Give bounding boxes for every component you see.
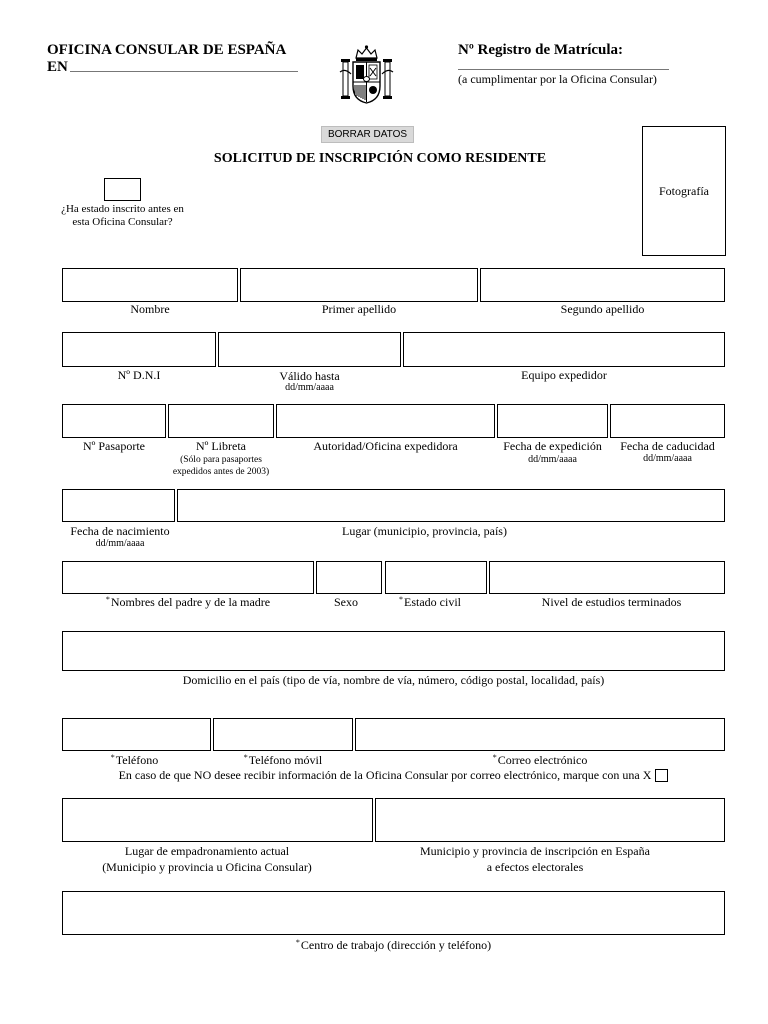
- office-location-line: [70, 71, 298, 72]
- dni-label: Nº D.N.I: [117, 368, 161, 382]
- autoridad-label: Autoridad/Oficina expedidora: [313, 439, 458, 453]
- form-title: SOLICITUD DE INSCRIPCIÓN COMO RESIDENTE: [213, 151, 547, 166]
- fecha-nacimiento-label: Fecha de nacimiento: [70, 524, 170, 538]
- registro-label: Nº Registro de Matrícula:: [458, 42, 624, 58]
- pasaporte-field[interactable]: [62, 404, 166, 438]
- domicilio-field[interactable]: [62, 631, 725, 671]
- telefono-movil-field[interactable]: [213, 718, 353, 751]
- correo-field[interactable]: [355, 718, 725, 751]
- nombre-field[interactable]: [62, 268, 238, 302]
- libreta-field[interactable]: [168, 404, 274, 438]
- borrar-datos-button[interactable]: BORRAR DATOS: [321, 126, 414, 143]
- valido-hasta-label: Válido hasta: [279, 369, 340, 383]
- telefono-label: *Teléfono: [110, 753, 159, 767]
- telefono-movil-label: *Teléfono móvil: [243, 753, 323, 767]
- padres-label: *Nombres del padre y de la madre: [105, 595, 271, 609]
- municipio-inscripcion-label-2: a efectos electorales: [486, 860, 584, 874]
- photo-box: [642, 126, 726, 256]
- libreta-note-2: expedidos antes de 2003): [172, 467, 270, 477]
- prev-registered-label-2: esta Oficina Consular?: [72, 216, 173, 228]
- lugar-nacimiento-label: Lugar (municipio, provincia, país): [342, 524, 507, 538]
- telefono-field[interactable]: [62, 718, 211, 751]
- primer-apellido-field[interactable]: [240, 268, 478, 302]
- equipo-expedidor-label: Equipo expedidor: [521, 368, 607, 382]
- municipio-inscripcion-label-1: Municipio y provincia de inscripción en España: [420, 844, 650, 858]
- office-title: OFICINA CONSULAR DE ESPAÑA: [47, 42, 287, 58]
- correo-label: *Correo electrónico: [492, 753, 588, 767]
- dni-field[interactable]: [62, 332, 216, 367]
- fecha-expedicion-format: dd/mm/aaaa: [528, 454, 577, 465]
- fecha-nacimiento-format: dd/mm/aaaa: [95, 538, 145, 549]
- centro-trabajo-field[interactable]: [62, 891, 725, 935]
- autoridad-field[interactable]: [276, 404, 495, 438]
- fecha-caducidad-label: Fecha de caducidad: [620, 439, 715, 453]
- nivel-estudios-field[interactable]: [489, 561, 725, 594]
- valido-hasta-format: dd/mm/aaaa: [285, 382, 334, 393]
- prev-registered-label-1: ¿Ha estado inscrito antes en: [61, 203, 184, 215]
- no-email-checkbox[interactable]: [655, 769, 668, 782]
- office-en-label: EN: [47, 59, 68, 75]
- sexo-label: Sexo: [334, 595, 358, 609]
- domicilio-label: Domicilio en el país (tipo de vía, nombre de vía, número, código postal, localidad, país): [182, 673, 605, 687]
- padres-field[interactable]: [62, 561, 314, 594]
- registro-note: (a cumplimentar por la Oficina Consular): [458, 72, 657, 86]
- fecha-expedicion-label: Fecha de expedición: [503, 439, 602, 453]
- empadronamiento-label-1: Lugar de empadronamiento actual: [124, 844, 290, 858]
- estado-civil-label: *Estado civil: [399, 595, 461, 609]
- segundo-apellido-label: Segundo apellido: [560, 302, 645, 316]
- libreta-note-1: (Sólo para pasaportes: [180, 455, 262, 465]
- prev-registered-field[interactable]: [104, 178, 141, 201]
- fecha-caducidad-field[interactable]: [610, 404, 725, 438]
- centro-trabajo-label: *Centro de trabajo (dirección y teléfono): [295, 938, 492, 952]
- fecha-nacimiento-field[interactable]: [62, 489, 175, 522]
- municipio-inscripcion-field[interactable]: [375, 798, 725, 842]
- libreta-label: Nº Libreta: [195, 439, 247, 453]
- pasaporte-label: Nº Pasaporte: [82, 439, 146, 453]
- equipo-expedidor-field[interactable]: [403, 332, 725, 367]
- lugar-nacimiento-field[interactable]: [177, 489, 725, 522]
- nivel-estudios-label: Nivel de estudios terminados: [541, 595, 682, 609]
- empadronamiento-field[interactable]: [62, 798, 373, 842]
- estado-civil-field[interactable]: [385, 561, 487, 594]
- empadronamiento-label-2: (Municipio y provincia u Oficina Consular): [102, 860, 312, 874]
- nombre-label: Nombre: [130, 302, 170, 316]
- fecha-caducidad-format: dd/mm/aaaa: [643, 453, 692, 464]
- no-email-notice: En caso de que NO desee recibir información de la Oficina Consular por correo electrónico, marque con una X: [62, 768, 725, 783]
- fecha-expedicion-field[interactable]: [497, 404, 608, 438]
- dni-valido-hasta-field[interactable]: [218, 332, 401, 367]
- sexo-field[interactable]: [316, 561, 382, 594]
- primer-apellido-label: Primer apellido: [321, 302, 397, 316]
- coat-of-arms-emblem: [339, 44, 394, 106]
- photo-label: Fotografía: [659, 184, 709, 198]
- registro-line: [458, 69, 669, 70]
- segundo-apellido-field[interactable]: [480, 268, 725, 302]
